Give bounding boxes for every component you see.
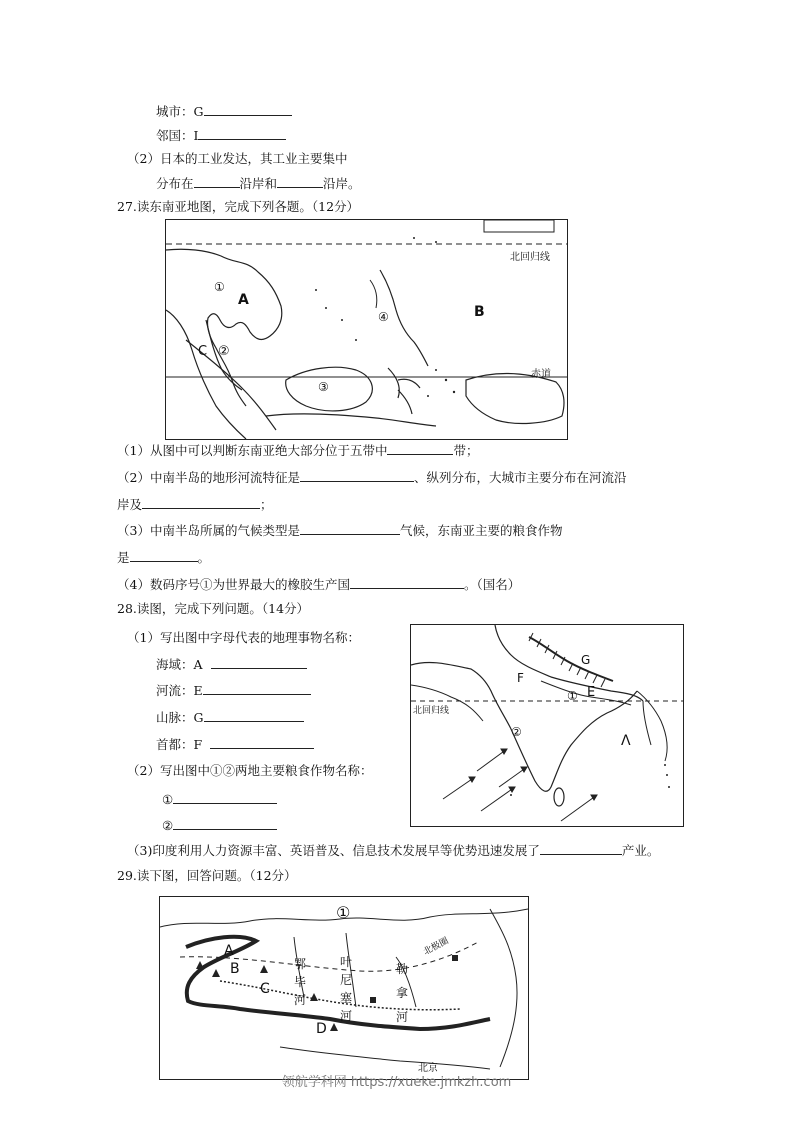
neighbor-label: 邻国：I: [156, 128, 199, 143]
q28-river: [156, 682, 311, 699]
text: ①: [162, 792, 174, 807]
text: 带；: [453, 443, 479, 458]
india-map: [410, 624, 684, 827]
answer-blank[interactable]: [142, 496, 260, 509]
answer-blank[interactable]: [173, 817, 277, 830]
text: （3)印度利用人力资源丰富、英语普及、信息技术发展早等优势迅速发展了: [127, 843, 540, 858]
russia-label-1: ①: [336, 903, 351, 922]
answer-blank[interactable]: [211, 656, 307, 669]
text: 海域：A: [156, 657, 203, 672]
text: 河流：E: [156, 683, 203, 698]
q28-n1: [162, 791, 277, 808]
city-label: 城市：G: [156, 104, 204, 119]
text: （3）中南半岛所属的气候类型是: [117, 523, 300, 538]
q27-title: 27.读东南亚地图，完成下列各题。（12分）: [117, 199, 360, 214]
india-label-2: ②: [511, 725, 522, 739]
russia-label-c: C: [260, 981, 270, 997]
q27-s2-line1: [117, 469, 626, 486]
label-a: A: [238, 292, 249, 308]
q28-s1: （1）写出图中字母代表的地理事物名称：: [127, 630, 360, 645]
russia-river-lena: 勒拿河: [396, 962, 409, 1024]
text: ②: [162, 818, 174, 833]
answer-blank[interactable]: [300, 469, 414, 482]
q28-capital: [156, 736, 314, 753]
southeast-asia-map: [165, 219, 568, 440]
southeast-asia-map-drawing: [166, 220, 567, 439]
india-map-drawing: [411, 625, 683, 826]
text: （1）从图中可以判断东南亚绝大部分位于五带中: [117, 443, 388, 458]
neighbor-i-line: [156, 127, 286, 144]
text: 山脉：G: [156, 710, 204, 725]
india-label-e: E: [587, 685, 596, 700]
answer-blank[interactable]: [300, 522, 400, 535]
answer-blank[interactable]: [194, 175, 240, 188]
text: 沿岸和: [239, 176, 278, 191]
answer-blank[interactable]: [210, 736, 314, 749]
russia-beijing-label: 北京: [418, 1063, 438, 1074]
q27-s3-line2: [117, 549, 210, 566]
russia-label-d: D: [316, 1021, 327, 1037]
answer-blank[interactable]: [173, 791, 277, 804]
text: 产业。: [621, 843, 660, 858]
text: ；: [260, 497, 273, 512]
q27-s3-line1: [117, 522, 562, 539]
india-label-1: ①: [567, 689, 578, 703]
text: （2）中南半岛的地形河流特征是: [117, 470, 300, 485]
answer-blank[interactable]: [540, 842, 622, 855]
q29-title: 29.读下图，回答问题。（12分）: [117, 868, 297, 883]
text: 。（国名）: [463, 577, 521, 592]
label-b: B: [474, 304, 485, 320]
q28-mountain: [156, 709, 304, 726]
label-c: C: [198, 344, 208, 359]
answer-blank[interactable]: [387, 442, 453, 455]
india-label-a: Λ: [621, 733, 631, 749]
text: 。: [197, 550, 211, 565]
answer-blank[interactable]: [203, 682, 311, 695]
q27-s2-line2: [117, 496, 273, 513]
japan-industry-line-1: （2）日本的工业发达，其工业主要集中: [127, 151, 348, 166]
answer-blank[interactable]: [277, 175, 323, 188]
india-tropic-label: 北回归线: [413, 706, 450, 716]
q28-n2: [162, 817, 277, 834]
text: 沿岸。: [323, 176, 361, 191]
answer-blank[interactable]: [198, 127, 286, 140]
text: 是: [117, 550, 130, 565]
answer-blank[interactable]: [204, 709, 304, 722]
text: 气候，东南亚主要的粮食作物: [399, 523, 563, 538]
q28-title: 28.读图，完成下列问题。（14分）: [117, 601, 310, 616]
q27-s1: [117, 442, 478, 459]
q28-sea: [156, 656, 307, 673]
label-circle-3: ③: [318, 380, 329, 394]
city-g-line: [156, 103, 292, 120]
russia-river-yenisei: 叶尼塞河: [340, 955, 353, 1023]
label-circle-4: ④: [378, 310, 389, 324]
label-circle-2: ②: [218, 344, 230, 359]
tropic-label: 北回归线: [510, 252, 550, 263]
russia-arctic-label: 北极圈: [421, 936, 451, 958]
text: 首都：F: [156, 737, 203, 752]
russia-map: [159, 896, 529, 1080]
russia-river-ob: 鄂毕河: [294, 957, 307, 1007]
equator-label: 赤道: [531, 369, 551, 380]
india-label-g: G: [581, 653, 591, 667]
japan-industry-line-2: [156, 175, 361, 192]
label-circle-1: ①: [214, 280, 225, 294]
text: 、纵列分布，大城市主要分布在河流沿: [413, 470, 627, 485]
answer-blank[interactable]: [130, 549, 198, 562]
answer-blank[interactable]: [350, 576, 464, 589]
answer-blank[interactable]: [204, 103, 292, 116]
watermark-footer: 领航学科网 https://xueke.jmkzh.com: [281, 1075, 512, 1090]
text: 岸及: [117, 497, 143, 512]
russia-label-b: B: [230, 961, 240, 977]
q27-s4: [117, 576, 520, 593]
india-label-f: F: [517, 671, 524, 685]
text: 分布在: [156, 176, 194, 191]
text: （4）数码序号①为世界最大的橡胶生产国: [117, 577, 350, 592]
russia-label-a: A: [224, 943, 234, 959]
q28-s2: （2）写出图中①②两地主要粮食作物名称：: [127, 763, 373, 778]
q28-s3: [127, 842, 659, 859]
